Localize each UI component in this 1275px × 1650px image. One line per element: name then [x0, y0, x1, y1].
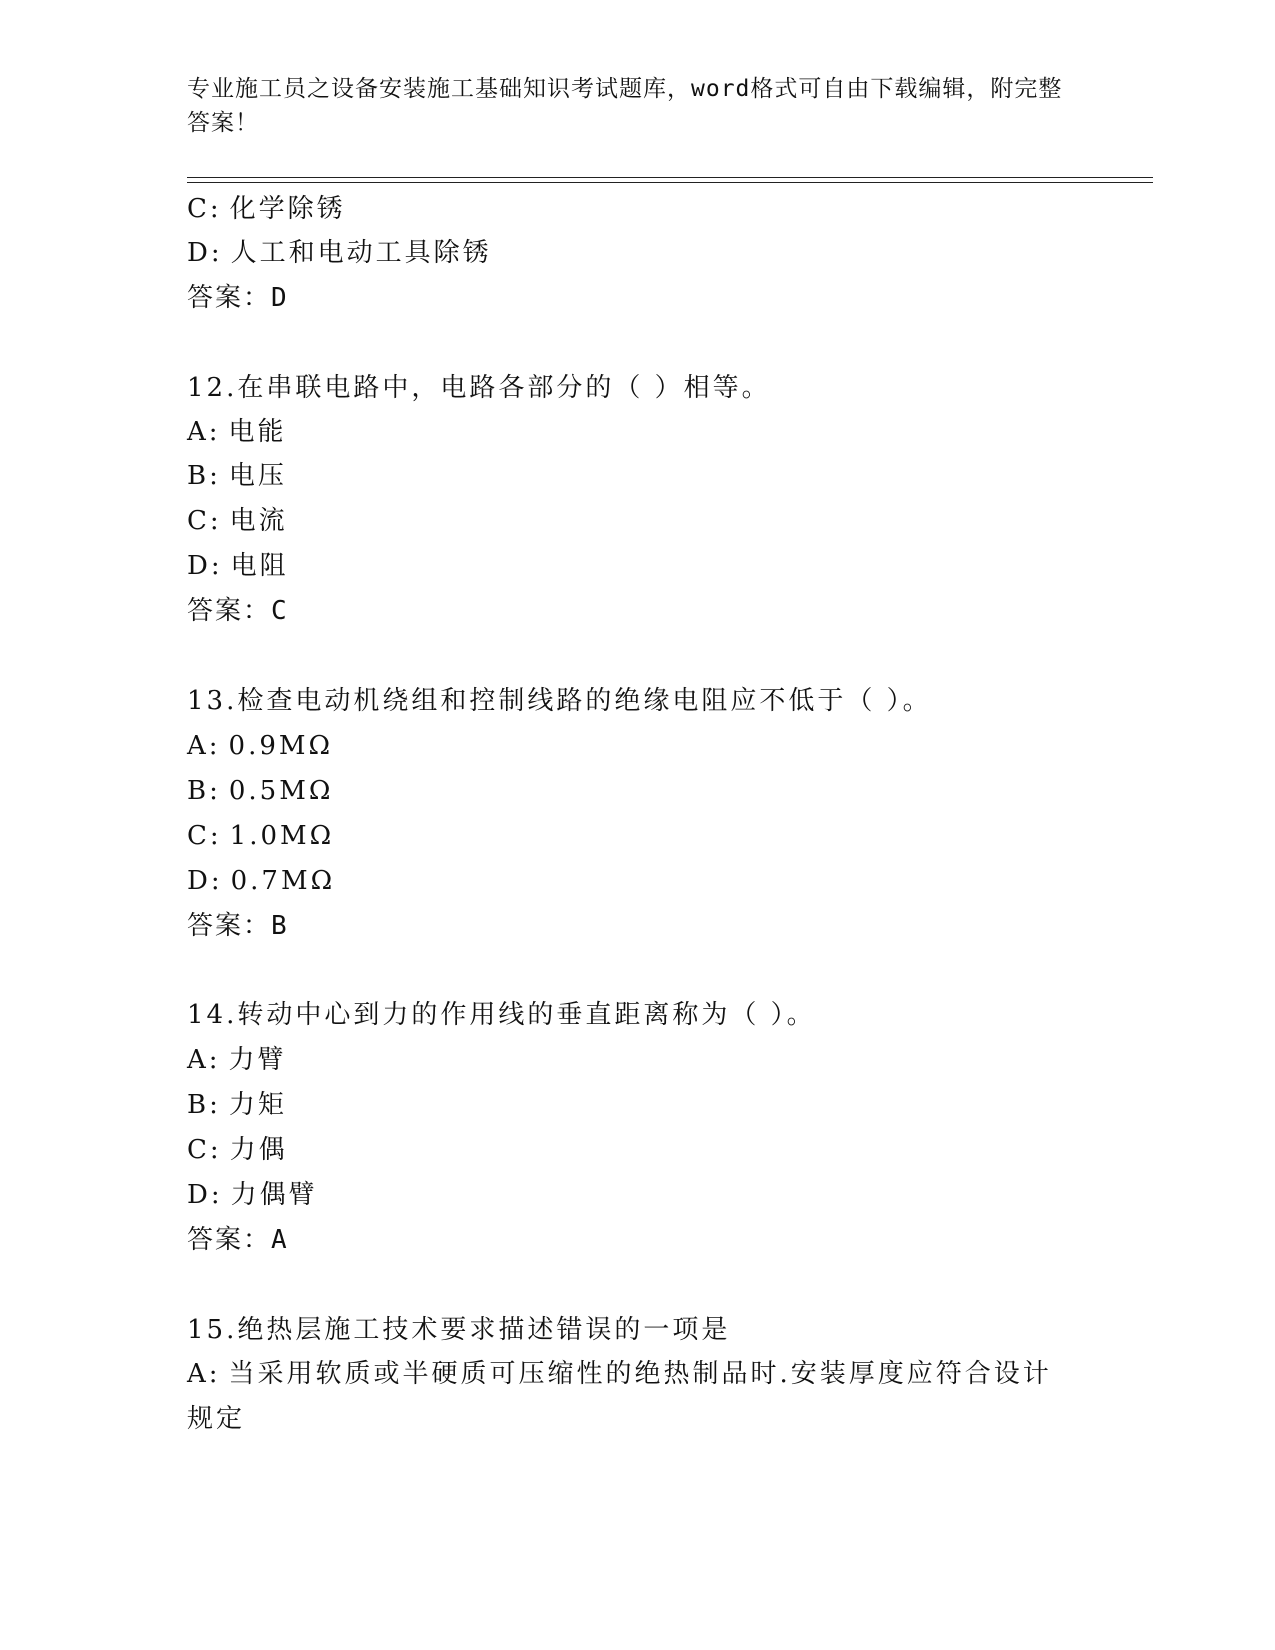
- option-key: C:: [187, 1135, 222, 1165]
- option-key: C:: [187, 506, 222, 536]
- answer-line: 答案：B: [187, 911, 289, 941]
- option-key: A:: [187, 1045, 221, 1075]
- option-text: 力矩: [228, 1090, 287, 1120]
- option-key: C:: [187, 821, 222, 851]
- option-text: 化学除锈: [229, 194, 346, 224]
- question-stem: 13.检查电动机绕组和控制线路的绝缘电阻应不低于（ ）。: [187, 686, 932, 716]
- option-line: [187, 1088, 287, 1122]
- option-text: 电阻: [230, 551, 289, 581]
- option-key: D:: [187, 866, 223, 896]
- option-line: [187, 864, 335, 898]
- option-text: 电流: [229, 506, 288, 536]
- option-text: 0.9MΩ: [228, 731, 334, 761]
- option-key: B:: [187, 776, 221, 806]
- option-key: A:: [187, 1359, 221, 1389]
- question-stem: 12.在串联电路中，电路各部分的（ ）相等。: [187, 373, 771, 403]
- answer-line: 答案：D: [187, 283, 289, 313]
- option-line: [187, 459, 287, 493]
- option-line: [187, 1178, 318, 1212]
- option-key: C:: [187, 194, 222, 224]
- option-line: [187, 729, 333, 763]
- option-text: 力偶臂: [230, 1180, 318, 1210]
- option-text: 0.5MΩ: [228, 776, 334, 806]
- header-divider-top: [187, 177, 1153, 178]
- option-text: 电能: [228, 417, 287, 447]
- option-line: [187, 192, 346, 226]
- option-line: [187, 1043, 287, 1077]
- option-key: A:: [187, 731, 221, 761]
- option-key: D:: [187, 551, 223, 581]
- option-text: 人工和电动工具除锈: [230, 238, 492, 268]
- option-line: [187, 819, 334, 853]
- answer-line: 答案：A: [187, 1225, 289, 1255]
- document-header: 专业施工员之设备安装施工基础知识考试题库，word格式可自由下载编辑，附完整答案！: [187, 76, 1063, 136]
- option-line: [187, 1133, 288, 1167]
- option-key: D:: [187, 238, 223, 268]
- question-stem: 14.转动中心到力的作用线的垂直距离称为（ ）。: [187, 1000, 816, 1030]
- option-text: 0.7MΩ: [230, 866, 336, 896]
- answer-line: 答案：C: [187, 596, 289, 626]
- option-text: 力臂: [228, 1045, 287, 1075]
- option-line: [187, 504, 288, 538]
- option-text: 力偶: [229, 1135, 288, 1165]
- header-divider-bottom: [187, 182, 1153, 183]
- option-line: [187, 549, 289, 583]
- option-key: D:: [187, 1180, 223, 1210]
- option-text: 当采用软质或半硬质可压缩性的绝热制品时.安装厚度应符合设计规定: [187, 1359, 1052, 1434]
- option-key: B:: [187, 1090, 221, 1120]
- option-text: 电压: [228, 461, 287, 491]
- option-line: [187, 774, 333, 808]
- question-stem: 15.绝热层施工技术要求描述错误的一项是: [187, 1315, 731, 1345]
- option-line: [187, 415, 287, 449]
- option-line: [187, 1352, 1067, 1442]
- option-key: A:: [187, 417, 221, 447]
- option-text: 1.0MΩ: [229, 821, 335, 851]
- option-key: B:: [187, 461, 221, 491]
- option-line: [187, 236, 492, 270]
